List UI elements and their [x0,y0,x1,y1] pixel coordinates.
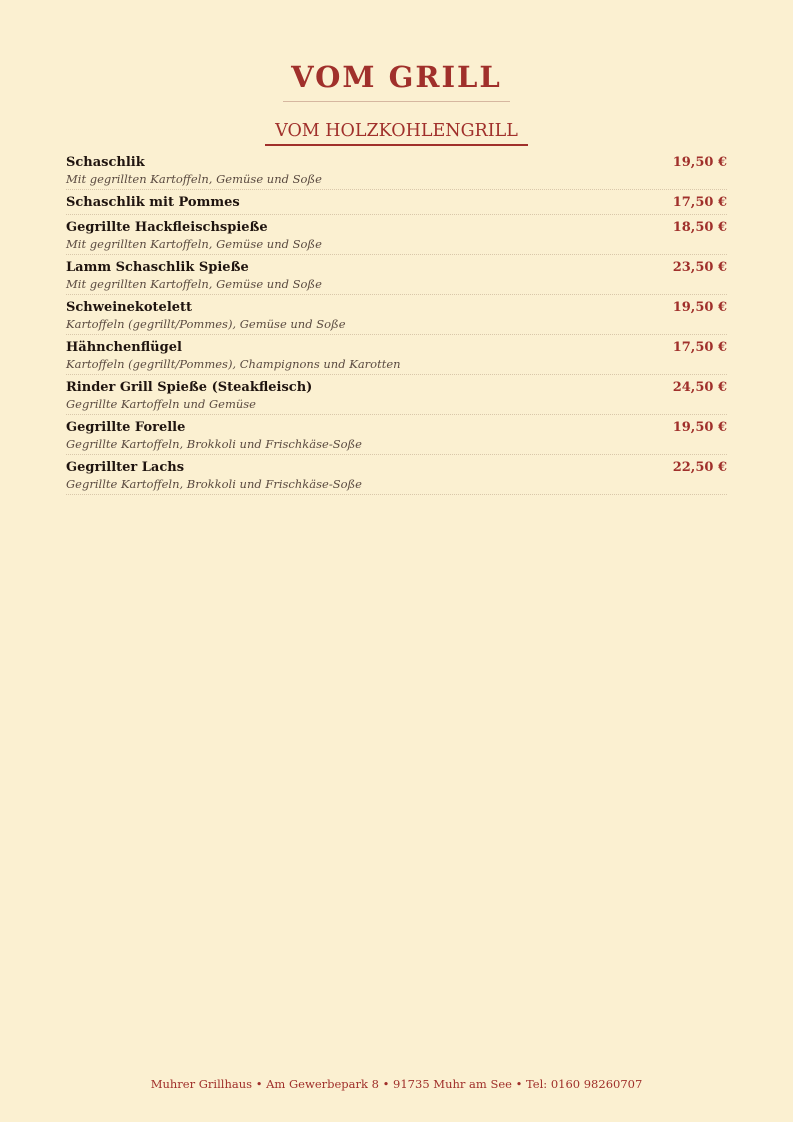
menu-item [66,193,727,215]
menu-item-price: 19,50 € [672,155,727,170]
menu-item-description: Kartoffeln (gegrillt/Pommes), Champignons und Karotten [66,357,401,371]
section-heading: VOM HOLZKOHLENGRILL [265,119,528,146]
title-divider [283,101,510,102]
menu-item [66,298,727,335]
menu-item-name: Gegrillter Lachs [66,460,185,475]
menu-item-name: Lamm Schaschlik Spieße [66,260,249,275]
menu-item-description: Gegrillte Kartoffeln, Brokkoli und Frischkäse-Soße [66,477,362,491]
menu-item [66,458,727,495]
menu-item-price: 19,50 € [672,300,727,315]
menu-item-description: Gegrillte Kartoffeln und Gemüse [66,397,256,411]
menu-item-price: 22,50 € [672,460,727,475]
menu-item [66,338,727,375]
menu-item-description: Mit gegrillten Kartoffeln, Gemüse und Soße [66,172,322,186]
menu-item [66,258,727,295]
page-title: VOM GRILL [291,60,502,94]
menu-item-name: Gegrillte Forelle [66,420,186,435]
menu-item-name: Schweinekotelett [66,300,193,315]
menu-item-description: Gegrillte Kartoffeln, Brokkoli und Frischkäse-Soße [66,437,362,451]
menu-item-name: Schaschlik [66,155,145,170]
menu-item [66,153,727,190]
menu-item [66,378,727,415]
footer-address: Muhrer Grillhaus • Am Gewerbepark 8 • 91735 Muhr am See • Tel: 0160 98260707 [150,1077,643,1091]
menu-item-price: 17,50 € [672,340,727,355]
menu-item-name: Rinder Grill Spieße (Steakfleisch) [66,380,313,395]
menu-item-name: Hähnchenflügel [66,340,182,355]
menu-item-description: Kartoffeln (gegrillt/Pommes), Gemüse und Soße [66,317,346,331]
menu-item-price: 18,50 € [672,220,727,235]
menu-item-price: 17,50 € [672,195,727,210]
menu-item-price: 23,50 € [672,260,727,275]
menu-item-price: 19,50 € [672,420,727,435]
menu-item-name: Gegrillte Hackfleischspieße [66,220,268,235]
menu-item [66,218,727,255]
section-heading-container [0,119,793,146]
menu-item-price: 24,50 € [672,380,727,395]
menu-list [66,153,727,498]
menu-item [66,418,727,455]
menu-item-name: Schaschlik mit Pommes [66,195,240,210]
menu-item-description: Mit gegrillten Kartoffeln, Gemüse und Soße [66,237,322,251]
menu-item-description: Mit gegrillten Kartoffeln, Gemüse und Soße [66,277,322,291]
